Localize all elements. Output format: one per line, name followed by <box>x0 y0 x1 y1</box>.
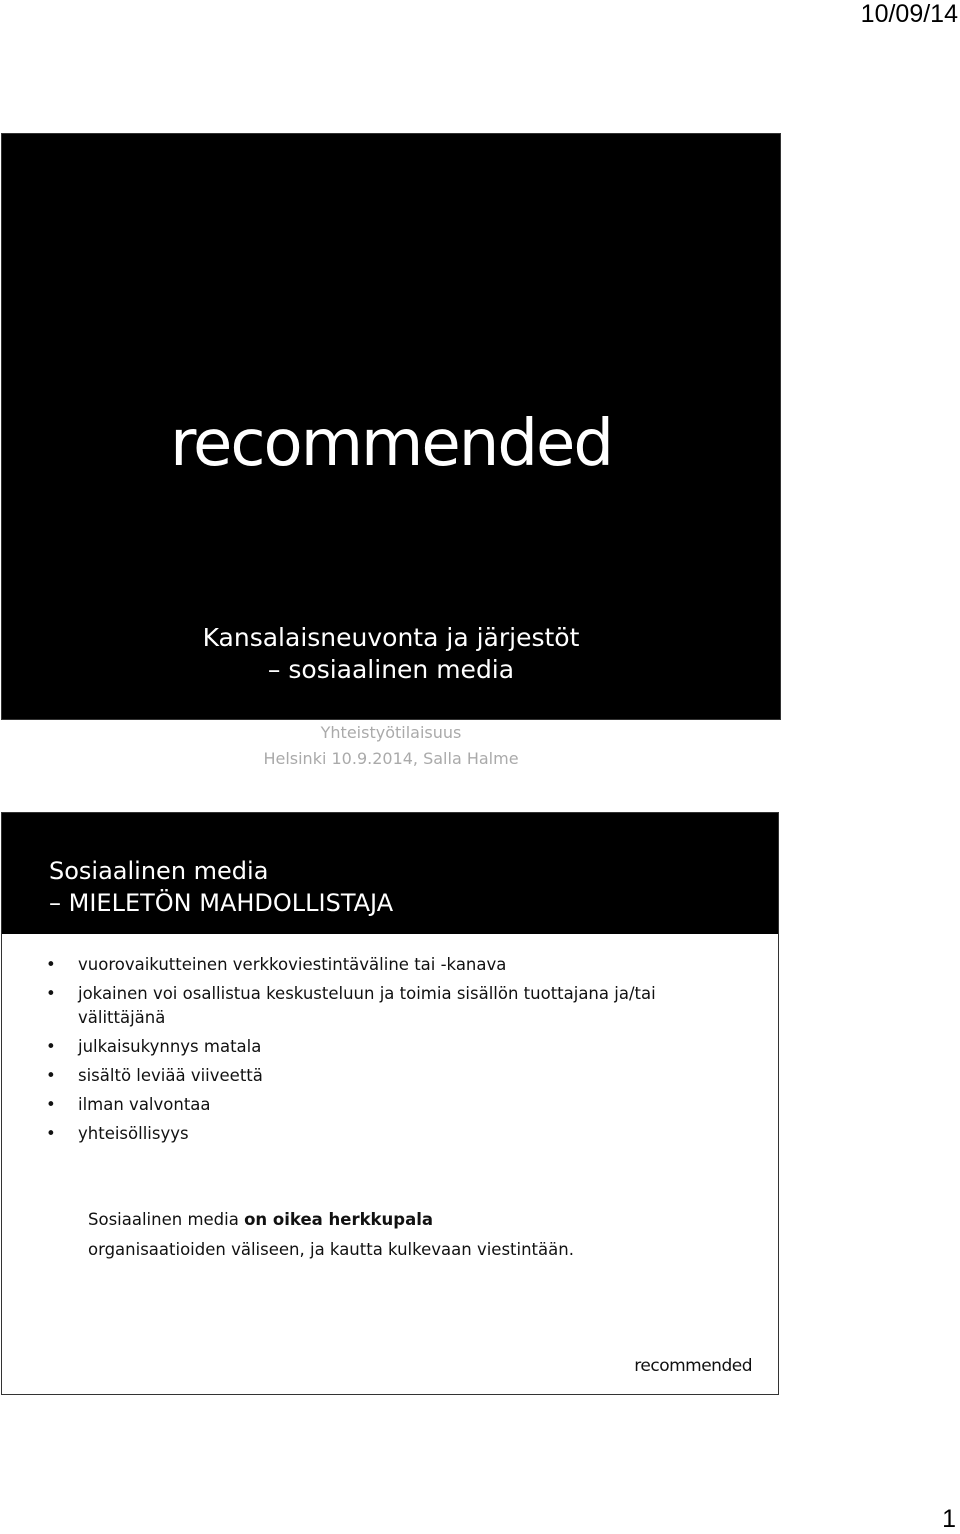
page-number: 1 <box>942 1505 956 1533</box>
list-item <box>46 982 678 1030</box>
bullet-icon: • <box>46 984 56 1003</box>
list-item-text: yhteisöllisyys <box>78 1124 189 1143</box>
page-date: 10/09/14 <box>860 0 958 28</box>
list-item-text: julkaisukynnys matala <box>78 1037 262 1056</box>
slide-subtitle-line1: Yhteistyötilaisuus <box>320 723 462 742</box>
slide-header-bar <box>2 813 778 934</box>
bullet-icon: • <box>46 1095 56 1114</box>
slide-subtitle-line2: Helsinki 10.9.2014, Salla Halme <box>263 749 519 768</box>
slide-note <box>88 1205 574 1265</box>
list-item-text: ilman valvontaa <box>78 1095 211 1114</box>
list-item <box>46 1064 678 1088</box>
bullet-icon: • <box>46 1124 56 1143</box>
list-item-text: vuorovaikutteinen verkkoviestintäväline tai -kanava <box>78 955 507 974</box>
bullet-list <box>46 953 678 1151</box>
title-slide <box>1 133 781 768</box>
note-line1 <box>88 1205 574 1235</box>
slide-subtitle <box>2 720 780 772</box>
slide-title-line1: Kansalaisneuvonta ja järjestöt <box>202 623 580 652</box>
bullet-icon: • <box>46 1066 56 1085</box>
logo-text: recommended <box>170 407 612 481</box>
content-slide <box>1 812 779 1395</box>
list-item <box>46 1035 678 1059</box>
list-item-text: sisältö leviää viiveettä <box>78 1066 263 1085</box>
bullet-icon: • <box>46 955 56 974</box>
list-item-text: jokainen voi osallistua keskusteluun ja toimia sisällön tuottajana ja/tai välittäjänä <box>78 984 656 1027</box>
slide-heading <box>49 855 393 919</box>
note-line2: organisaatioiden väliseen, ja kautta kulkevaan viestintään. <box>88 1240 574 1259</box>
slide-heading-line2: – MIELETÖN MAHDOLLISTAJA <box>49 889 394 917</box>
recommended-logo-small: recommended <box>634 1356 752 1376</box>
slide-heading-line1: Sosiaalinen media <box>49 857 269 885</box>
recommended-logo <box>2 407 780 481</box>
list-item <box>46 953 678 977</box>
slide-title <box>2 622 780 686</box>
note-emphasis: on oikea herkkupala <box>244 1210 434 1229</box>
bullet-icon: • <box>46 1037 56 1056</box>
list-item <box>46 1093 678 1117</box>
list-item <box>46 1122 678 1146</box>
note-text: Sosiaalinen media <box>88 1210 245 1229</box>
slide-title-line2: – sosiaalinen media <box>267 655 515 684</box>
